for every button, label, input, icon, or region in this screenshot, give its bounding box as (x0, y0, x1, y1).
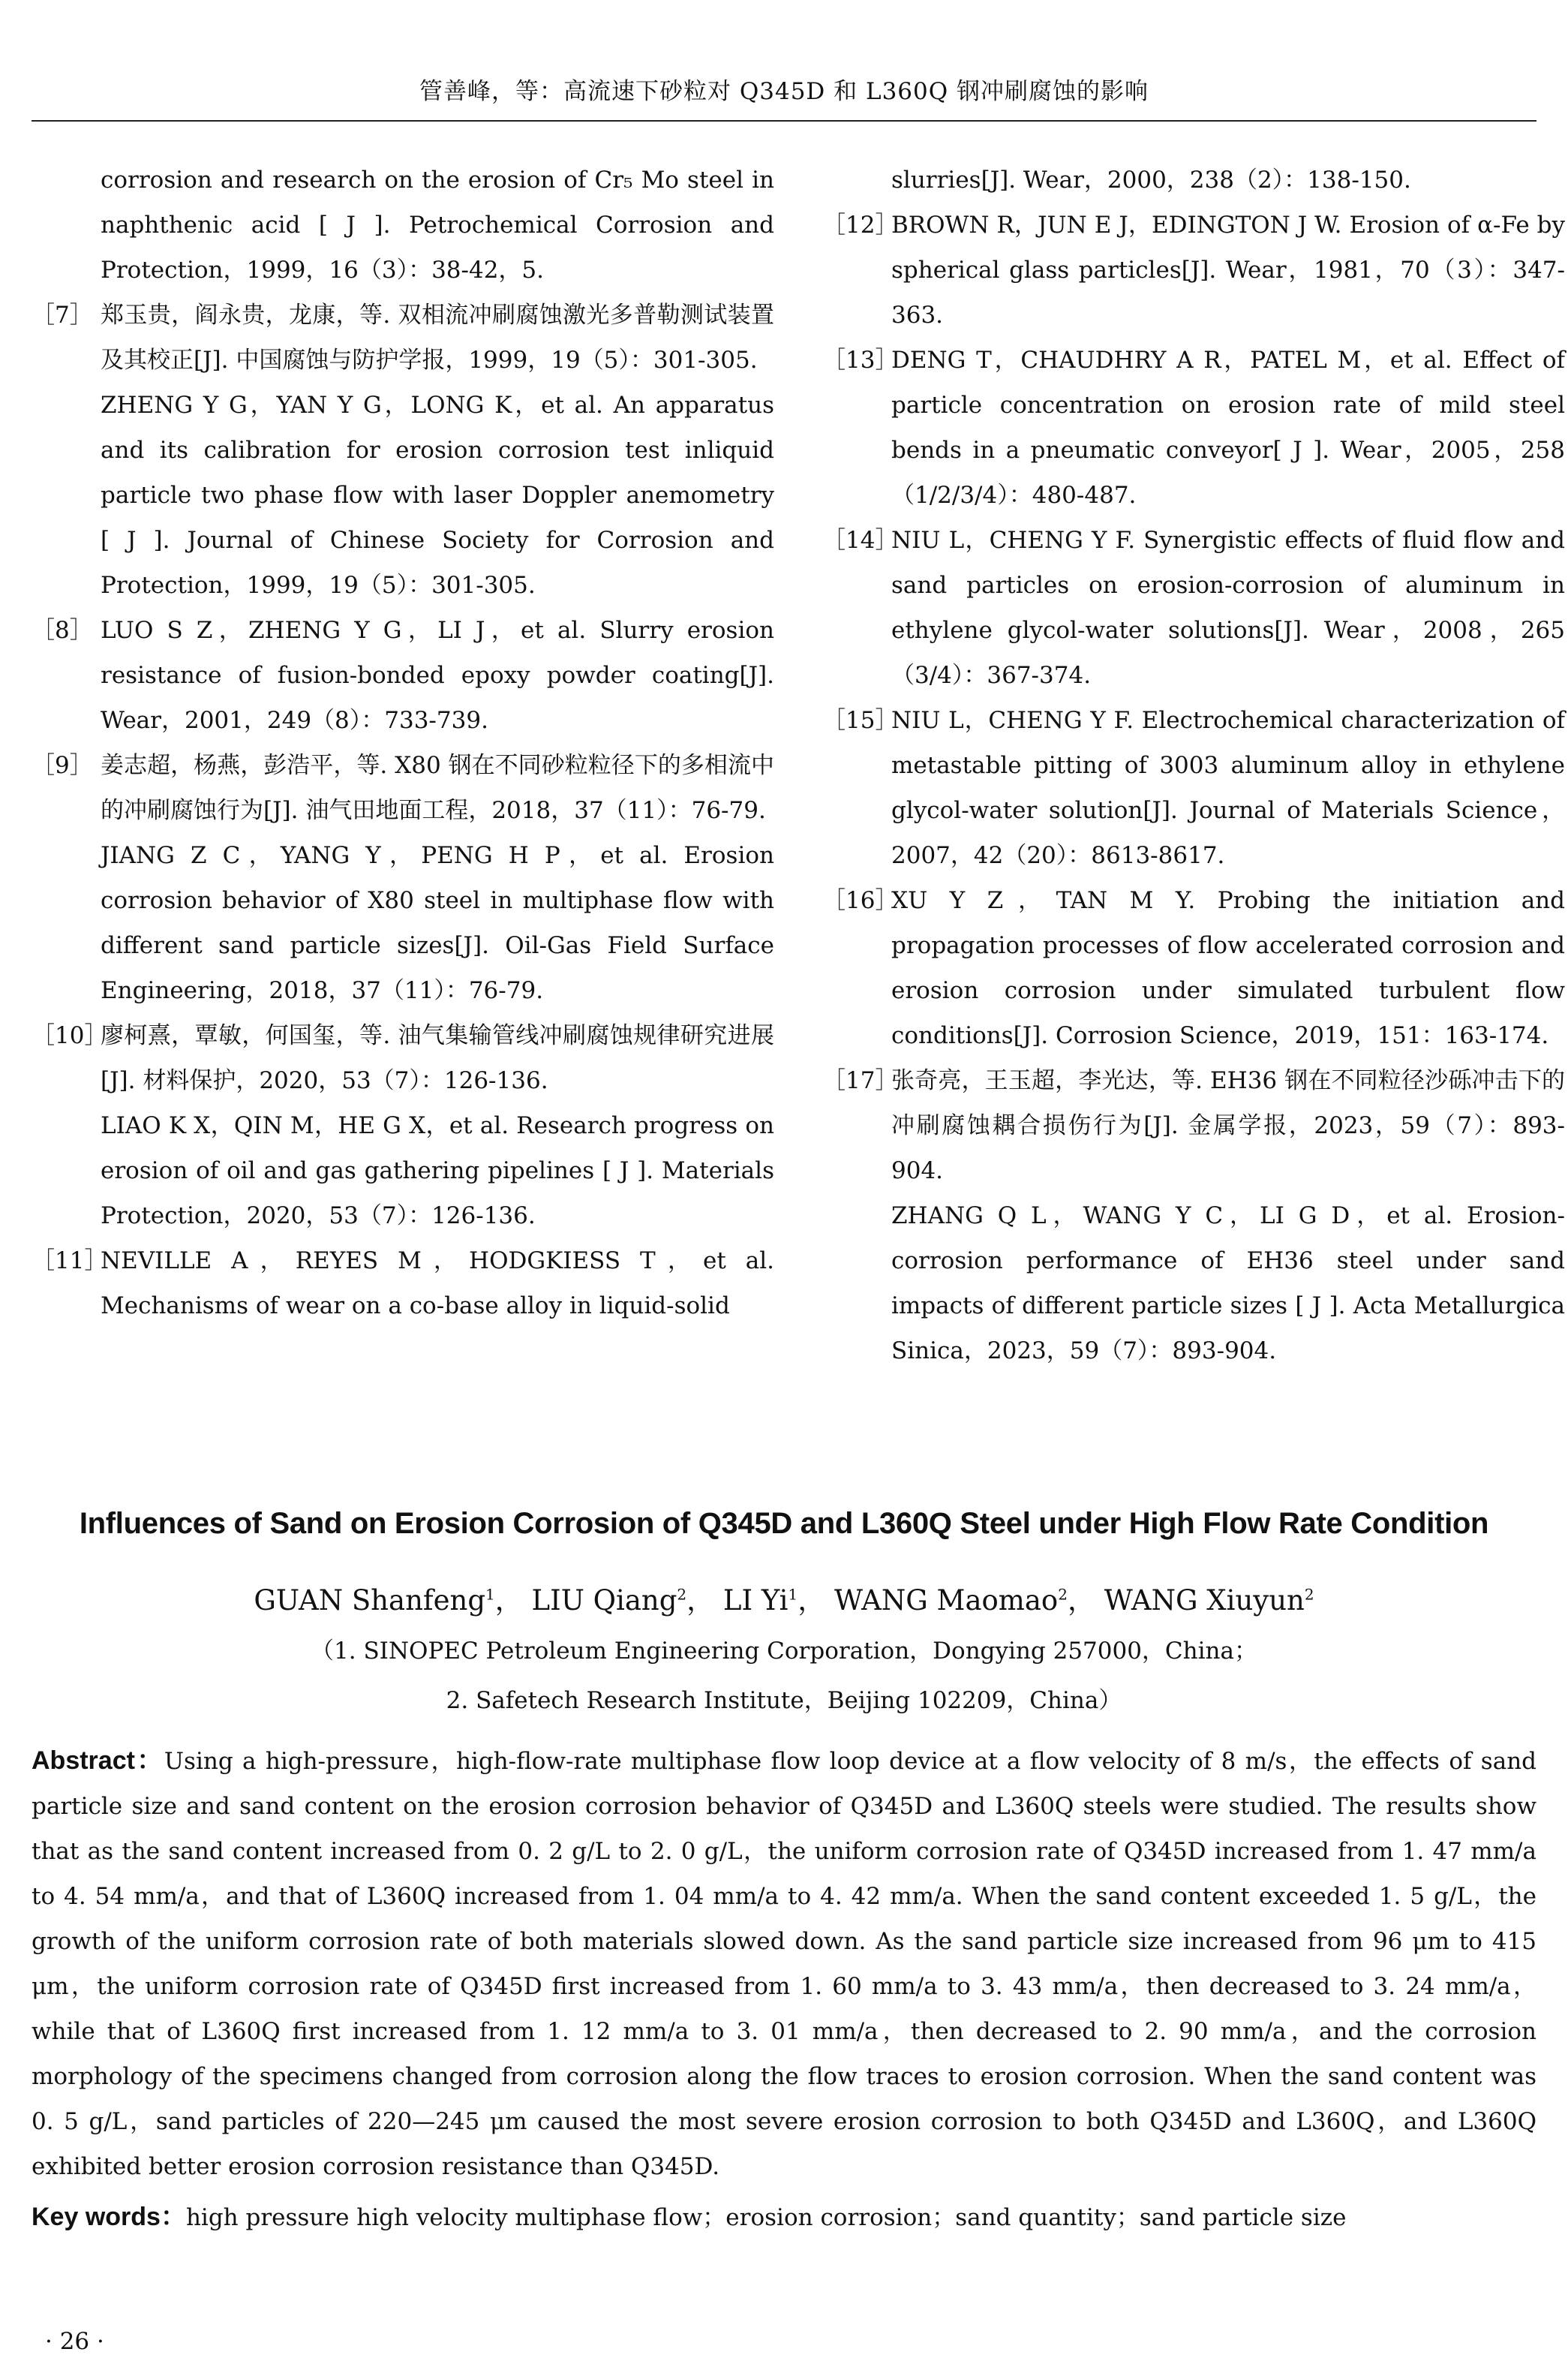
reference-9-english: JIANG Z C，YANG Y，PENG H P，et al. Erosion corrosion behavior of X80 steel in multiphase flow with different sand particle sizes[J]. Oil-Gas Field Surface Engineering，2018，37（11）：76-79. (101, 842, 774, 1004)
author-affiliation-mark: 2 (1304, 1585, 1314, 1604)
reference-11-continuation: slurries[J]. Wear，2000，238（2）：138-150. (891, 167, 1411, 194)
reference-text: BROWN R，JUN E J，EDINGTON J W. Erosion of α-Fe by spherical glass particles[J]. Wear，1981，70（3）：347-363. (891, 212, 1565, 329)
reference-number: ［9］ (32, 752, 93, 779)
affiliation-2: 2. Safetech Research Institute，Beijing 102209，China） (446, 1687, 1122, 1714)
reference-text: XU Y Z，TAN M Y. Probing the initiation and propagation processes of flow accelerated corrosion and erosion corrosion under simulated turbulent flow conditions[J]. Corrosion Science，2019，151：163-174. (891, 887, 1565, 1049)
reference-text: LUO S Z，ZHENG Y G，LI J，et al. Slurry erosion resistance of fusion-bonded epoxy powder coating[J]. Wear，2001，249（8）：733-739. (101, 617, 774, 734)
reference-text: NIU L，CHENG Y F. Synergistic effects of fluid flow and sand particles on erosion-corrosion of aluminum in ethylene glycol-water solutions[J]. Wear，2008，265（3/4）：367-374. (891, 527, 1565, 689)
author-name: GUAN Shanfeng (254, 1584, 486, 1617)
reference-13 (822, 338, 1565, 518)
author-name: LI Yi (722, 1584, 789, 1617)
reference-text-zh: 郑玉贵，阎永贵，龙康，等. 双相流冲刷腐蚀激光多普勒测试装置及其校正[J]. 中国腐蚀与防护学报，1999，19（5）：301-305. (101, 302, 774, 374)
keywords-text: high pressure high velocity multiphase flow；erosion corrosion；sand quantity；sand particle size (185, 2204, 1347, 2231)
reference-10 (32, 1013, 774, 1103)
header-rule (32, 120, 1536, 122)
reference-17 (822, 1058, 1565, 1193)
reference-17-english: ZHANG Q L，WANG Y C，LI G D，et al. Erosion-corrosion performance of EH36 steel under sand impacts of different particle sizes [ J ]. Acta Metallurgica Sinica，2023，59（7）：893-904. (891, 1202, 1565, 1364)
reference-12 (822, 203, 1565, 338)
references-right-column (822, 158, 1565, 1373)
reference-text: DENG T，CHAUDHRY A R，PATEL M，et al. Effect of particle concentration on erosion rate of mild steel bends in a pneumatic conveyor[ J ]. Wear，2005，258（1/2/3/4）：480-487. (891, 347, 1565, 509)
reference-number: ［7］ (32, 302, 93, 329)
reference-15 (822, 698, 1565, 878)
reference-16 (822, 878, 1565, 1058)
reference-9 (32, 743, 774, 833)
author-name: WANG Maomao (834, 1584, 1059, 1617)
reference-11 (32, 1238, 774, 1328)
reference-text: NIU L，CHENG Y F. Electrochemical characterization of metastable pitting of 3003 aluminum alloy in ethylene glycol-water solution[J]. Journal of Materials Science，2007，42（20）：8613-8617. (891, 707, 1565, 869)
author-affiliation-mark: 1 (788, 1585, 798, 1604)
author-list: GUAN Shanfeng$^1$， LIU Qiang$^2$， LI Yi$^1$， WANG Maomao$^2$， WANG Xiuyun$^2$ (254, 1584, 1314, 1617)
author-affiliation-mark: 2 (677, 1585, 687, 1604)
english-title: Influences of Sand on Erosion Corrosion of Q345D and L360Q Steel under High Flow Rate Condition (79, 1507, 1489, 1540)
author-affiliation-mark: 2 (1058, 1585, 1068, 1604)
author-name: WANG Xiuyun (1104, 1584, 1305, 1617)
reference-number: ［14］ (822, 527, 899, 554)
abstract (32, 1738, 1536, 2189)
abstract-label: Abstract： (32, 1746, 164, 1775)
author-affiliation-mark: 1 (485, 1585, 495, 1604)
reference-8 (32, 608, 774, 743)
reference-text-zh: 姜志超，杨燕，彭浩平，等. X80 钢在不同砂粒粒径下的多相流中的冲刷腐蚀行为[J]. 油气田地面工程，2018，37（11）：76-79. (101, 752, 774, 824)
reference-6-continuation: corrosion and research on the erosion of Cr₅ Mo steel in naphthenic acid [ J ]. Petrochemical Corrosion and Protection，1999，16（3）：38-42，5. (101, 167, 774, 284)
reference-number: ［8］ (32, 617, 93, 644)
reference-number: ［11］ (32, 1247, 108, 1274)
reference-number: ［12］ (822, 212, 899, 239)
reference-10-english: LIAO K X，QIN M，HE G X，et al. Research progress on erosion of oil and gas gathering pipelines [ J ]. Materials Protection，2020，53（7）：126-136. (101, 1112, 774, 1229)
reference-7-english: ZHENG Y G，YAN Y G，LONG K，et al. An apparatus and its calibration for erosion corrosion test inliquid particle two phase flow with laser Doppler anemometry [ J ]. Journal of Chinese Society for Corrosion and Protection，1999，19（5）：301-305. (101, 392, 774, 599)
page-number: · 26 · (45, 2328, 104, 2355)
author-name: LIU Qiang (531, 1584, 677, 1617)
reference-text-zh: 张奇亮，王玉超，李光达，等. EH36 钢在不同粒径沙砾冲击下的冲刷腐蚀耦合损伤行为[J]. 金属学报，2023，59（7）：893-904. (891, 1067, 1565, 1184)
reference-text: NEVILLE A，REYES M，HODGKIESS T，et al. Mechanisms of wear on a co-base alloy in liquid-solid (101, 1247, 774, 1319)
abstract-text: Using a high-pressure，high-flow-rate multiphase flow loop device at a flow velocity of 8 m/s，the effects of sand particle size and sand content on the erosion corrosion behavior of Q345D and L360Q steels were studied. The results show that as the sand content increased from 0. 2 g/L to 2. 0 g/L，the uniform corrosion rate of Q345D increased from 1. 47 mm/a to 4. 54 mm/a，and that of L360Q increased from 1. 04 mm/a to 4. 42 mm/a. When the sand content exceeded 1. 5 g/L，the growth of the uniform corrosion rate of both materials slowed down. As the sand particle size increased from 96 μm to 415 μm，the uniform corrosion rate of Q345D first increased from 1. 60 mm/a to 3. 43 mm/a，then decreased to 3. 24 mm/a，while that of L360Q first increased from 1. 12 mm/a to 3. 01 mm/a，then decreased to 2. 90 mm/a，and the corrosion morphology of the specimens changed from corrosion along the flow traces to erosion corrosion. When the sand content was 0. 5 g/L，sand particles of 220—245 μm caused the most severe erosion corrosion to both Q345D and L360Q，and L360Q exhibited better erosion corrosion resistance than Q345D. (32, 1748, 1536, 2180)
reference-7 (32, 293, 774, 383)
reference-number: ［10］ (32, 1022, 108, 1049)
reference-number: ［16］ (822, 887, 899, 914)
reference-14 (822, 518, 1565, 698)
references-left-column (32, 158, 774, 1328)
reference-text-zh: 廖柯熹，覃敏，何国玺，等. 油气集输管线冲刷腐蚀规律研究进展[J]. 材料保护，2020，53（7）：126-136. (101, 1022, 774, 1094)
reference-number: ［15］ (822, 707, 899, 734)
keywords-label: Key words： (32, 2203, 186, 2231)
reference-number: ［17］ (822, 1067, 899, 1094)
running-title: 管善峰，等：高流速下砂粒对 Q345D 和 L360Q 钢冲刷腐蚀的影响 (419, 78, 1149, 105)
keywords (32, 2194, 1536, 2240)
affiliation-1: （1. SINOPEC Petroleum Engineering Corporation，Dongying 257000，China； (311, 1638, 1257, 1665)
reference-number: ［13］ (822, 347, 899, 374)
